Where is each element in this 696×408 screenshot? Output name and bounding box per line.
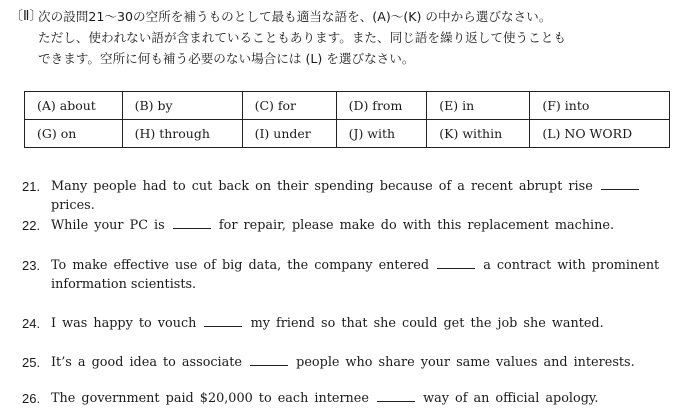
question-text-before: I was happy to vouch [51, 316, 197, 331]
question-text-before: To make effective use of big data, the company entered [51, 258, 430, 273]
option-cell: (H) through [122, 120, 242, 148]
question-26 [22, 389, 672, 408]
options-row [25, 92, 670, 120]
question-text-continuation: information scientists. [51, 277, 197, 292]
option-cell: (L) NO WORD [530, 120, 670, 148]
option-cell: (G) on [25, 120, 123, 148]
question-number: 24. [22, 316, 41, 331]
answer-blank [204, 314, 242, 327]
answer-blank [601, 177, 639, 190]
question-number: 22. [22, 218, 41, 233]
question-number: 21. [22, 179, 41, 194]
option-cell: (E) in [427, 92, 530, 120]
question-24 [22, 314, 672, 333]
option-cell: (C) for [242, 92, 336, 120]
question-text-after: prices. [51, 198, 95, 213]
instruction-line-1: 次の設問21～30の空所を補うものとして最も適当な語を、(A)～(K) の中から選びなさい。 [38, 9, 552, 24]
question-text-after: way of an official apology. [423, 391, 599, 406]
question-text-after: people who share your same values and interests. [296, 355, 635, 370]
question-text-before: Many people had to cut back on their spending because of a recent abrupt rise [51, 179, 593, 194]
answer-blank [173, 216, 211, 229]
option-cell: (K) within [427, 120, 530, 148]
options-table [24, 91, 670, 148]
option-cell: (B) by [122, 92, 242, 120]
question-23 [22, 256, 672, 294]
question-text-after: my friend so that she could get the job she wanted. [250, 316, 604, 331]
answer-blank [377, 389, 415, 402]
answer-blank [250, 353, 288, 366]
question-text-after: for repair, please make do with this replacement machine. [218, 218, 615, 233]
options-row [25, 120, 670, 148]
question-number: 23. [22, 258, 41, 273]
question-21 [22, 177, 672, 215]
instruction-line-3: できます。空所に何も補う必要のない場合には (L) を選びなさい。 [38, 51, 415, 66]
option-cell: (F) into [530, 92, 670, 120]
option-cell: (A) about [25, 92, 123, 120]
question-25 [22, 353, 672, 372]
question-22 [22, 216, 672, 235]
question-text-before: The government paid $20,000 to each internee [51, 391, 369, 406]
instruction-line-2: ただし、使われない語が含まれていることもあります。また、同じ語を繰り返して使うことも [38, 30, 566, 45]
option-cell: (J) with [336, 120, 427, 148]
option-cell: (D) from [336, 92, 427, 120]
question-number: 25. [22, 355, 41, 370]
answer-blank [437, 256, 475, 269]
question-number: 26. [22, 391, 41, 406]
question-text-before: It’s a good idea to associate [51, 355, 242, 370]
question-text-before: While your PC is [51, 218, 165, 233]
option-cell: (I) under [242, 120, 336, 148]
section-mark: 〔Ⅱ〕 [10, 9, 43, 24]
question-text-after: a contract with prominent [483, 258, 660, 273]
